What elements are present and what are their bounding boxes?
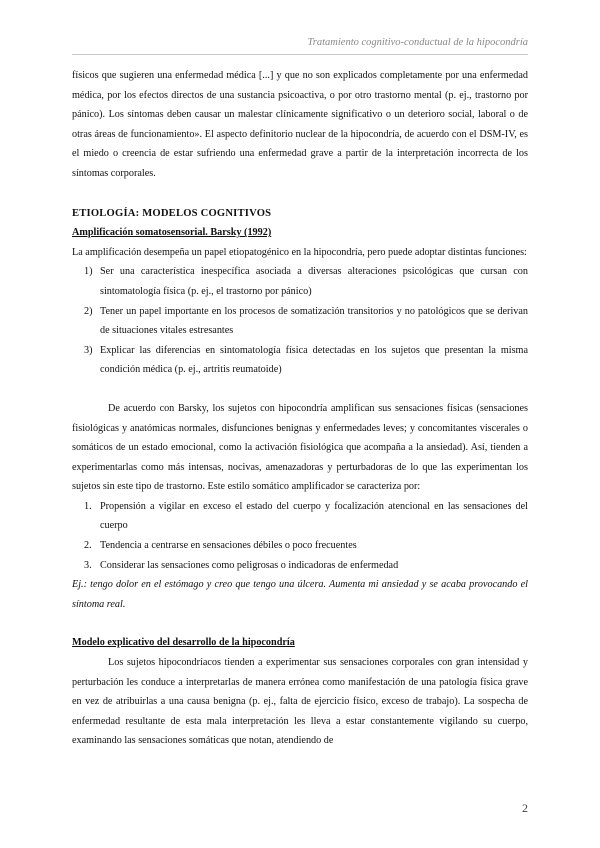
subheading-amplificacion: Amplificación somatosensorial. Barsky (1992) <box>72 227 272 239</box>
list-item <box>72 302 528 341</box>
list-item <box>72 556 528 576</box>
example-note: Ej.: tengo dolor en el estómago y creo que tengo una úlcera. Aumenta mi ansiedad y se acaba provocando el síntoma real. <box>72 579 528 610</box>
section-heading-etiologia: ETIOLOGÍA: MODELOS COGNITIVOS <box>72 207 272 219</box>
intro-paragraph: físicos que sugieren una enfermedad médica [...] y que no son explicados completamente por una enfermedad médica, por los efectos directos de una sustancia psicoactiva, o por otro trastorno mental (p. ej., trastorno por pánico). Los síntomas deben causar un malestar clínicamente significativo o un deterioro social, laboral o de otras áreas de funcionamiento». El aspecto definitorio nuclear de la hipocondría, de acuerdo con el DSM-IV, es el miedo o creencia de estar sufriendo una enfermedad grave a partir de la interpretación incorrecta de los síntomas corporales. <box>72 70 528 179</box>
page-body <box>72 66 528 751</box>
running-header: Tratamiento cognitivo-conductual de la hipocondría <box>307 37 528 48</box>
list-item <box>72 262 528 301</box>
list-item-number: 1. <box>84 500 92 512</box>
spacer <box>72 614 528 633</box>
list-item-number: 3) <box>84 344 93 356</box>
barsky-paragraph: De acuerdo con Barsky, los sujetos con hipocondría amplifican sus sensaciones físicas (sensaciones fisiológicas y anatómicas normales, disfunciones benignas y enfermedades leves; y concomitantes viscerales o somáticos de un estado emocional, como la activación fisiológica que acompaña a la ansiedad). Así, tienden a experimentarlas como más intensas, nocivas, amenazadoras y perturbadoras de lo que las experimentan los sujetos sin este tipo de trastorno. Este estilo somático amplificador se caracteriza por: <box>72 402 528 493</box>
traits-list <box>72 497 528 575</box>
list-item-text: Explicar las diferencias en sintomatología física detectadas en los sujetos que presentan la misma condición médica (p. ej., artritis reumatoide) <box>100 344 528 376</box>
list-item-text: Tener un papel importante en los procesos de somatización transitorios y no patológicos que se derivan de situaciones vitales estresantes <box>100 305 528 337</box>
list-item-text: Tendencia a centrarse en sensaciones débiles o poco frecuentes <box>100 540 357 552</box>
list-item-number: 2. <box>84 540 92 552</box>
list-item-text: Ser una característica inespecífica asociada a diversas alteraciones psicológicas que cursan con sintomatología física (p. ej., el trastorno por pánico) <box>100 266 528 297</box>
list-item-number: 3. <box>84 559 92 571</box>
list-item <box>72 536 528 556</box>
list-item-number: 1) <box>84 266 93 278</box>
amplification-lead: La amplificación desempeña un papel etiopatogénico en la hipocondría, pero puede adoptar distintas funciones: <box>72 246 527 258</box>
list-item <box>72 341 528 380</box>
functions-list <box>72 262 528 380</box>
list-item-number: 2) <box>84 305 93 317</box>
modelo-paragraph: Los sujetos hipocondríacos tienden a experimentar sus sensaciones corporales con gran intensidad y perturbación les conduce a interpretarlas de manera errónea como manifestación de una patología física grave en vez de atribuirlas a una causa benigna (p. ej., falta de ejercicio físico, exceso de trabajo). La sospecha de enfermedad resultante de esta mala interpretación les lleva a estar constantemente vigilando su cuerpo, examinando las sensaciones somáticas que notan, atendiendo de <box>72 657 528 747</box>
list-item-text: Propensión a vigilar en exceso el estado del cuerpo y focalización atencional en las sensaciones del cuerpo <box>100 500 528 532</box>
subheading-modelo: Modelo explicativo del desarrollo de la hipocondría <box>72 637 295 649</box>
header-divider <box>72 54 528 55</box>
spacer <box>72 380 528 399</box>
list-item-text: Considerar las sensaciones como peligrosas o indicadoras de enfermedad <box>100 559 399 571</box>
list-item <box>72 497 528 536</box>
page-number: 2 <box>522 801 528 815</box>
